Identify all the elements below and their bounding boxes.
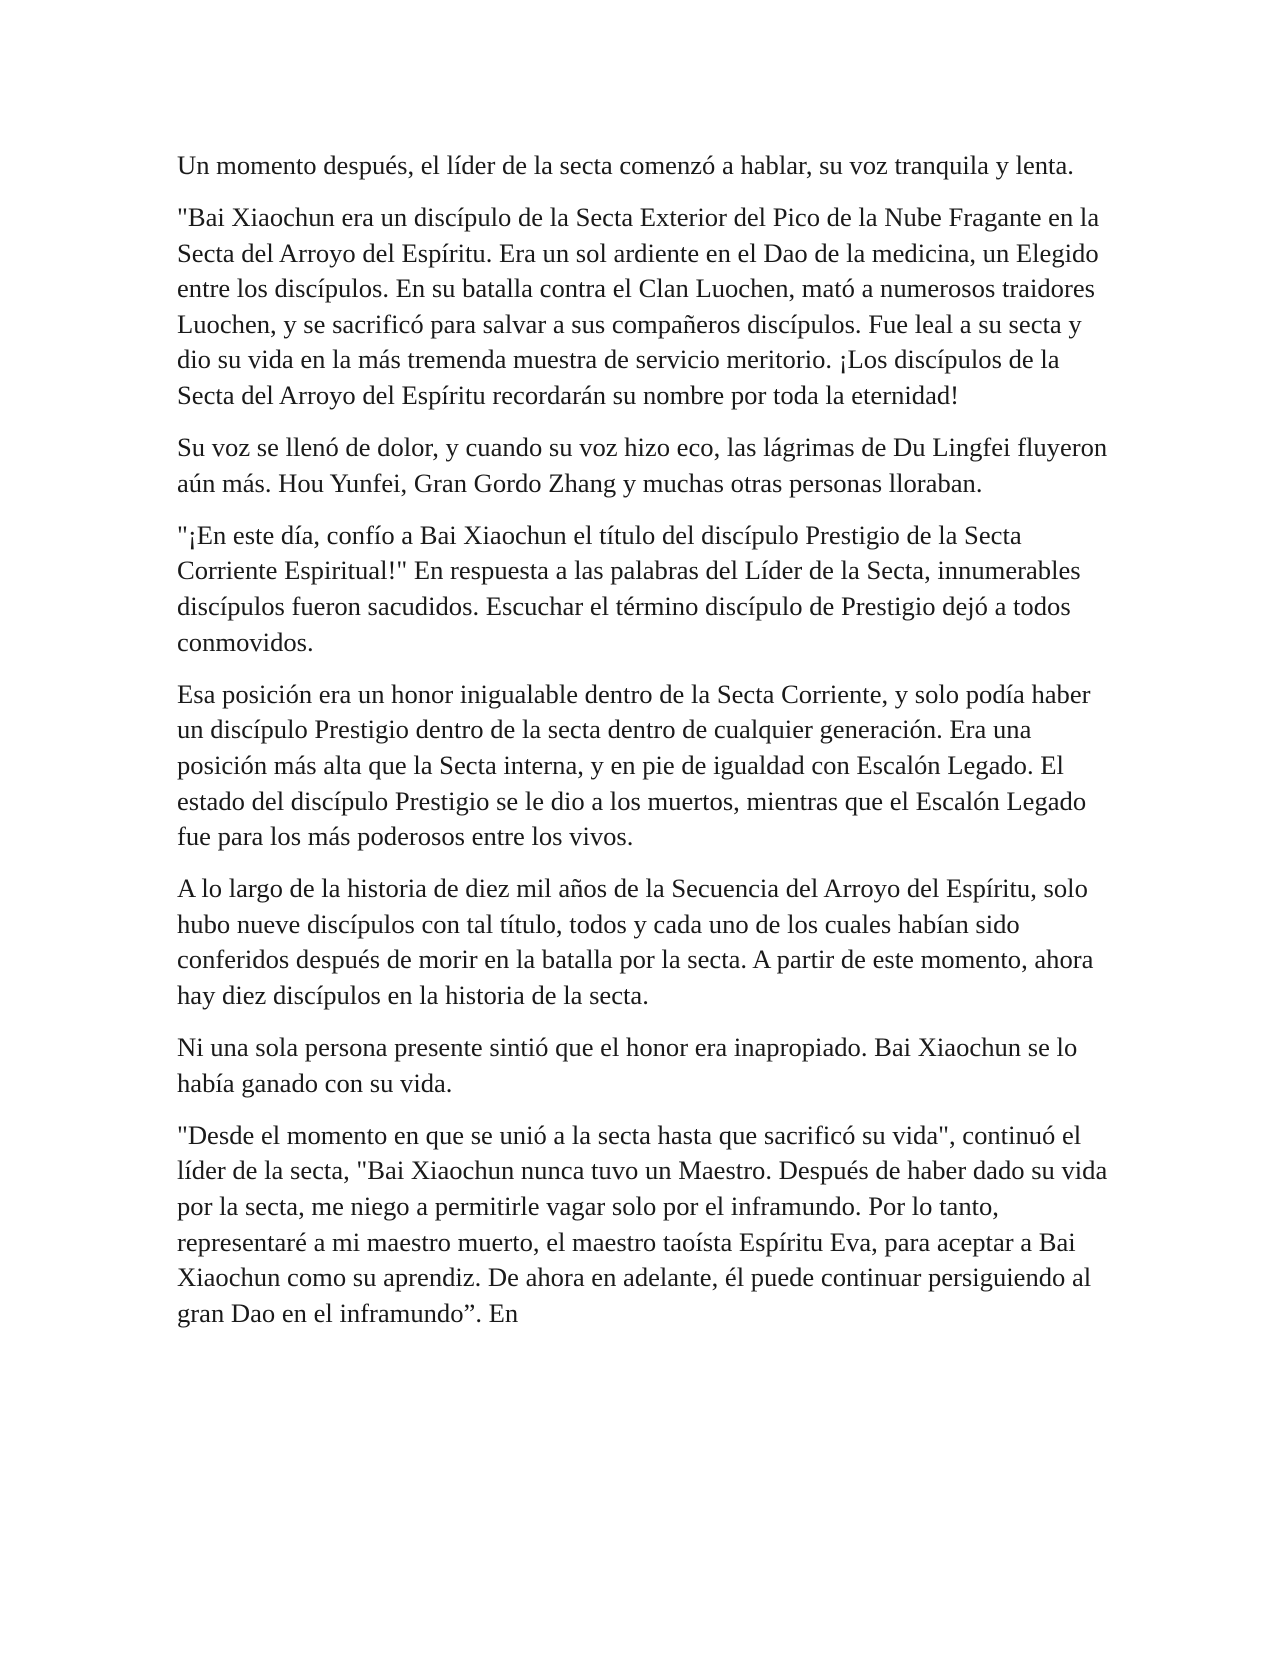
paragraph-1: Un momento después, el líder de la secta comenzó a hablar, su voz tranquila y lenta. bbox=[177, 150, 1074, 180]
paragraph-3: Su voz se llenó de dolor, y cuando su voz hizo eco, las lágrimas de Du Lingfei fluyeron aún más. Hou Yunfei, Gran Gordo Zhang y muchas otras personas lloraban. bbox=[177, 432, 1108, 498]
paragraph-4: "¡En este día, confío a Bai Xiaochun el título del discípulo Prestigio de la Secta Corriente Espiritual!" En respuesta a las palabras del Líder de la Secta, innumerables discípulos fueron sacudidos. Escuchar el término discípulo de Prestigio dejó a todos conmovidos. bbox=[177, 519, 1081, 657]
paragraph-5: Esa posición era un honor inigualable dentro de la Secta Corriente, y solo podía haber un discípulo Prestigio dentro de la secta dentro de cualquier generación. Era una posición más alta que la Secta interna, y en pie de igualdad con Escalón Legado. El estado del discípulo Prestigio se le dio a los muertos, mientras que el Escalón Legado fue para los más poderosos entre los vivos. bbox=[177, 678, 1091, 852]
paragraph-2: "Bai Xiaochun era un discípulo de la Secta Exterior del Pico de la Nube Fragante en la Secta del Arroyo del Espíritu. Era un sol ardiente en el Dao de la medicina, un Elegido entre los discípulos. En su batalla contra el Clan Luochen, mató a numerosos traidores Luochen, y se sacrificó para salvar a sus compañeros discípulos. Fue leal a su secta y dio su vida en la más tremenda muestra de servicio meritorio. ¡Los discípulos de la Secta del Arroyo del Espíritu recordarán su nombre por toda la eternidad! bbox=[177, 202, 1100, 411]
paragraph-8: "Desde el momento en que se unió a la secta hasta que sacrificó su vida", continuó el líder de la secta, "Bai Xiaochun nunca tuvo un Maestro. Después de haber dado su vida por la secta, me niego a permitirle vagar solo por el inframundo. Por lo tanto, representaré a mi maestro muerto, el maestro taoísta Espíritu Eva, para aceptar a Bai Xiaochun como su aprendiz. De ahora en adelante, él puede continuar persiguiendo al gran Dao en el inframundo”. En bbox=[177, 1119, 1108, 1328]
paragraph-6: A lo largo de la historia de diez mil años de la Secuencia del Arroyo del Espíritu, solo hubo nueve discípulos con tal título, todos y cada uno de los cuales habían sido conferidos después de morir en la batalla por la secta. A partir de este momento, ahora hay diez discípulos en la historia de la secta. bbox=[177, 873, 1094, 1010]
paragraph-7: Ni una sola persona presente sintió que el honor era inapropiado. Bai Xiaochun se lo había ganado con su vida. bbox=[177, 1032, 1078, 1098]
document-body bbox=[177, 148, 1112, 1348]
